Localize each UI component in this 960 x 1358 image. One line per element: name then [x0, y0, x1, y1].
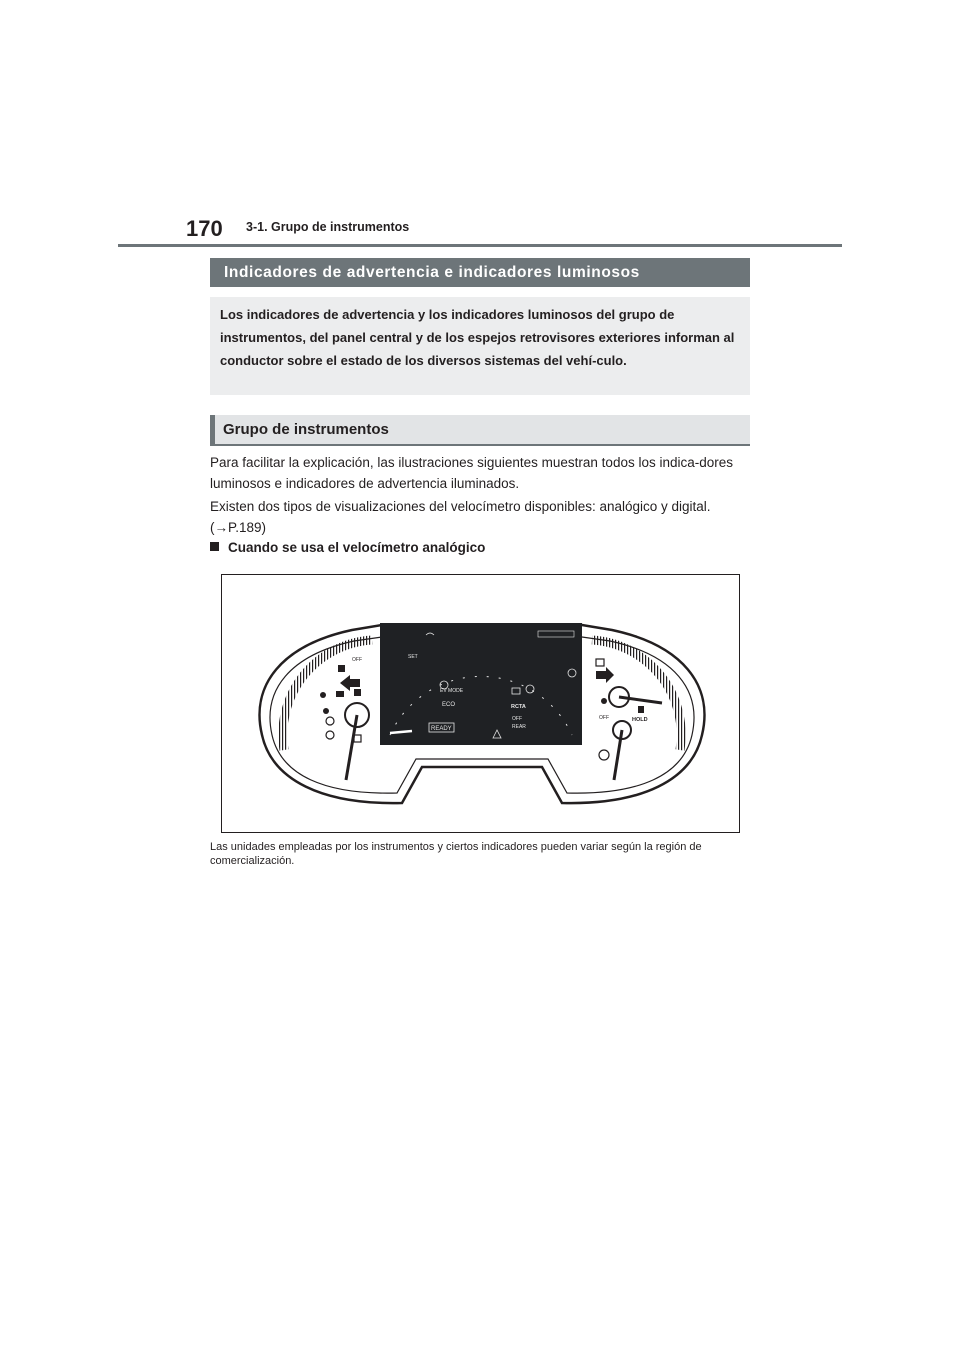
low-beam-icon — [336, 691, 344, 697]
square-bullet-icon — [210, 542, 219, 551]
instrument-cluster-figure — [221, 574, 740, 833]
header-rule — [118, 244, 842, 247]
label-off-display: OFF — [512, 716, 522, 722]
label-set: SET — [408, 654, 418, 660]
label-ready: READY — [431, 726, 452, 732]
bullet-heading — [210, 540, 485, 555]
seatbelt-icon — [338, 665, 345, 672]
chapter-title: 3-1. Grupo de instrumentos — [246, 220, 410, 234]
label-rcta: RCTA — [511, 704, 526, 710]
airbag-icon — [320, 692, 326, 698]
fuel-icon — [638, 706, 644, 713]
label-rear: REAR — [512, 724, 526, 730]
label-ev-mode: EV MODE — [440, 688, 464, 694]
page-number: 170 — [186, 216, 223, 241]
left-turn-arrow-icon — [340, 675, 360, 691]
intro-box: Los indicadores de advertencia y los indicadores luminosos del grupo de instrumentos, del panel central y de los espejos retrovisores exteriores informan al conductor sobre el estado de los diversos sistemas del vehí-culo. — [210, 297, 750, 395]
subsection-title: Grupo de instrumentos — [210, 415, 750, 444]
section-title: Indicadores de advertencia e indicadores luminosos — [210, 258, 750, 287]
label-off-left: OFF — [352, 657, 362, 663]
bullet-text: Cuando se usa el velocímetro analógico — [228, 540, 486, 555]
passenger-icon — [323, 708, 329, 714]
paragraph-speedometer-types: Existen dos tipos de visualizaciones del velocímetro disponibles: analógico y digital. (→P.189) — [210, 499, 711, 535]
indicator-circle-icon — [599, 750, 609, 760]
abs-icon — [326, 731, 334, 739]
central-display — [380, 623, 582, 745]
paragraph-explanation: Para facilitar la explicación, las ilustraciones siguientes muestran todos los indica-dores luminosos e indicadores de advertencia iluminados. — [210, 455, 734, 491]
brake-icon — [326, 717, 334, 725]
figure-caption: Las unidades empleadas por los instrumentos y ciertos indicadores pueden variar según la región de comercialización. — [210, 841, 702, 867]
parking-icon — [354, 735, 361, 742]
label-hold: HOLD — [632, 717, 648, 723]
slip-icon — [601, 698, 607, 704]
label-eco: ECO — [442, 702, 456, 708]
label-off-right: OFF — [599, 715, 609, 721]
right-turn-arrow-icon — [596, 667, 614, 683]
lock-icon — [354, 689, 361, 696]
right-gauge-ticks — [592, 640, 681, 750]
tire-pressure-icon — [596, 659, 604, 666]
instrument-cluster-illustration — [222, 575, 741, 834]
